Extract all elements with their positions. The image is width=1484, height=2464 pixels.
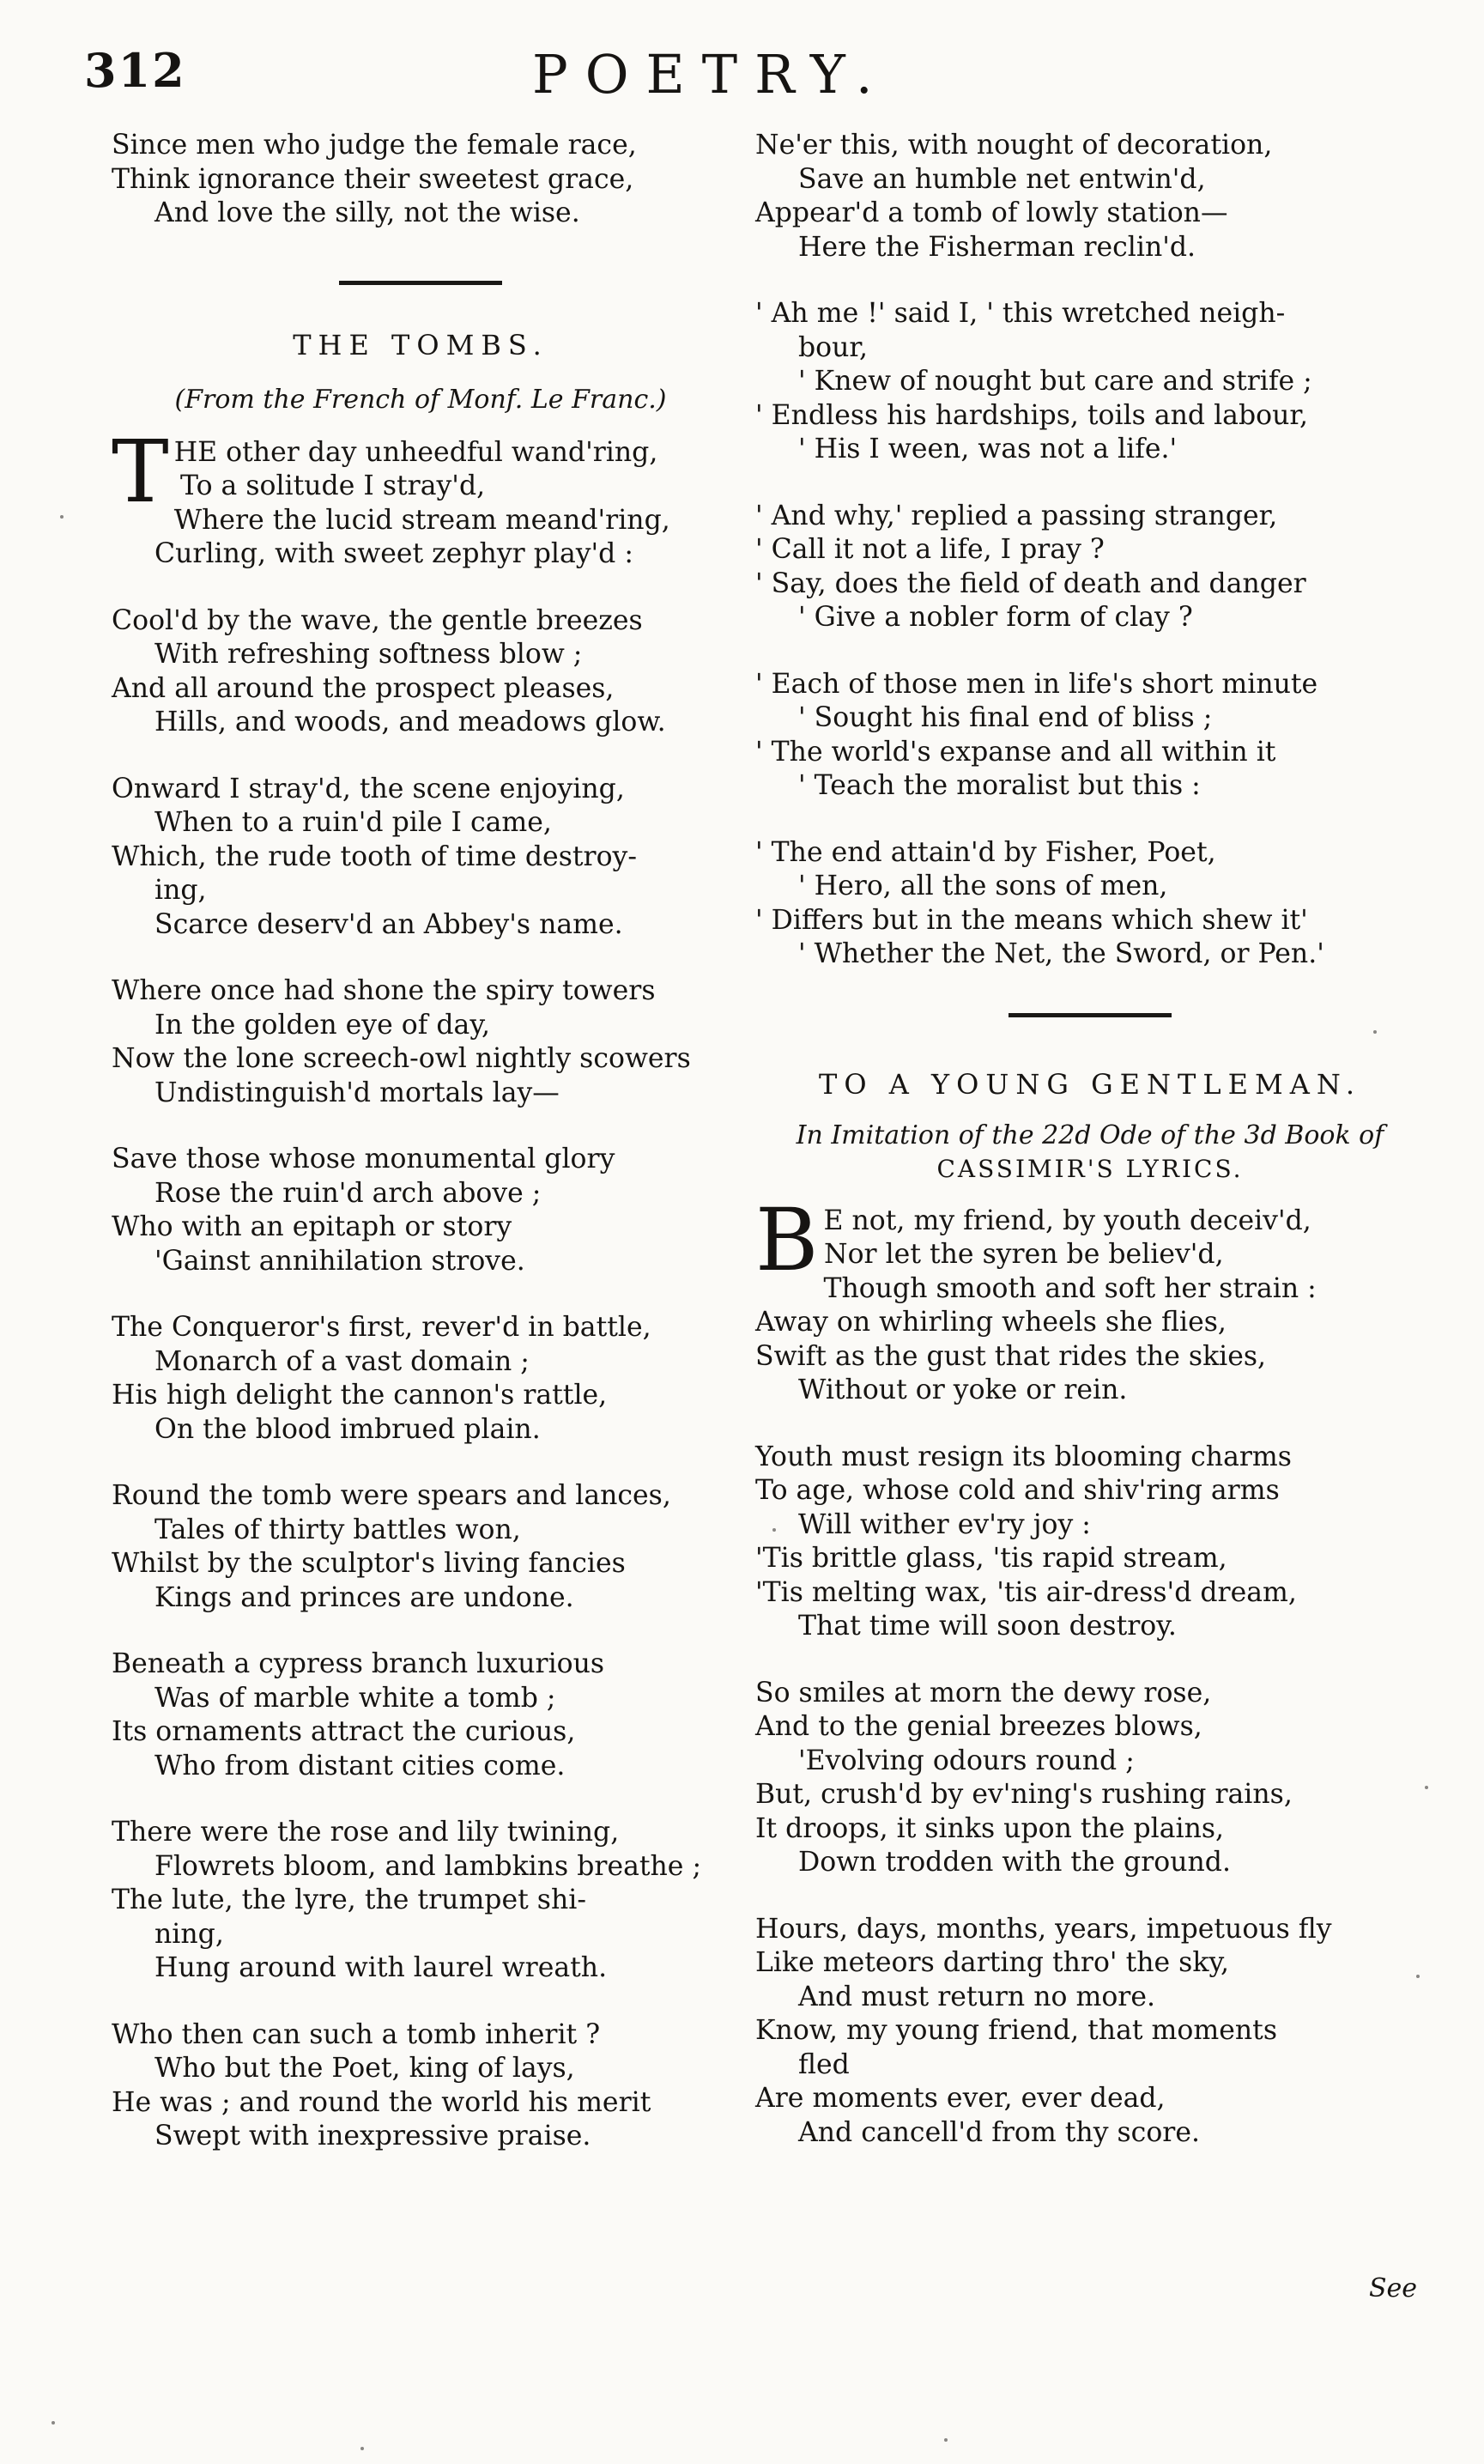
- verse-line: 'Evolving odours round ;: [798, 1745, 1135, 1776]
- verse-line: To age, whose cold and shiv'ring arms: [755, 1475, 1280, 1506]
- verse-line: But, crush'd by ev'ning's rushing rains,: [755, 1779, 1293, 1810]
- stanza: [755, 1677, 1425, 1880]
- verse-line: ' Endless his hardships, toils and labour,: [755, 399, 1308, 431]
- verse-line: Ne'er this, with nought of decoration,: [755, 130, 1273, 161]
- verse-line: Round the tomb were spears and lances,: [112, 1480, 671, 1511]
- scan-speck: [1425, 1786, 1428, 1789]
- stanza: [755, 129, 1425, 264]
- verse-line: Who from distant cities come.: [154, 1750, 566, 1781]
- verse-line: Where once had shone the spiry towers: [112, 975, 656, 1006]
- verse-line: bour,: [798, 331, 869, 363]
- verse-line: ' Teach the moralist but this :: [798, 770, 1201, 801]
- poem-title: THE TOMBS.: [293, 328, 548, 361]
- stanza: [112, 1143, 730, 1278]
- left-column: [112, 129, 730, 2187]
- verse-line: Without or yoke or rein.: [798, 1375, 1128, 1405]
- verse-line: Undistinguish'd mortals lay—: [154, 1077, 560, 1108]
- verse-line: ' The world's expanse and all within it: [755, 736, 1276, 768]
- verse-line: And to the genial breezes blows,: [755, 1711, 1202, 1742]
- page-number: 312: [84, 43, 186, 98]
- verse-line: ' Ah me !' said I, ' this wretched neigh-: [755, 298, 1286, 329]
- verse-line: ' Sought his final end of bliss ;: [798, 702, 1213, 733]
- verse-line: Curling, with sweet zephyr play'd :: [154, 538, 633, 569]
- verse-line: His high delight the cannon's rattle,: [112, 1380, 608, 1411]
- stanza: [755, 668, 1425, 804]
- stanza: [112, 604, 730, 740]
- verse-line: ' Differs but in the means which shew it': [755, 904, 1308, 936]
- verse-line: ning,: [154, 1918, 224, 1950]
- verse-line: Think ignorance their sweetest grace,: [112, 163, 634, 195]
- verse-line: E not, my friend, by youth deceiv'd,: [823, 1205, 1311, 1236]
- verse-line: Was of marble white a tomb ;: [154, 1682, 556, 1714]
- stanza: [755, 1913, 1425, 2151]
- stanza: [112, 773, 730, 943]
- verse-line: ' Call it not a life, I pray ?: [755, 534, 1105, 565]
- stanza: [112, 1648, 730, 1783]
- verse-line: Where the lucid stream meand'ring,: [173, 504, 670, 536]
- verse-line: Like meteors darting thro' the sky,: [755, 1947, 1230, 1978]
- verse-line: There were the rose and lily twining,: [112, 1817, 620, 1848]
- verse-line: ' Say, does the field of death and danger: [755, 567, 1306, 599]
- verse-line: With refreshing softness blow ;: [154, 639, 583, 670]
- scan-speck: [1373, 1030, 1377, 1034]
- verse-line: Know, my young friend, that moments: [755, 2015, 1277, 2046]
- verse-line: HE other day unheedful wand'ring,: [173, 436, 658, 468]
- scan-speck: [772, 1528, 776, 1532]
- verse-line: ing,: [154, 875, 207, 906]
- stanza: [755, 1272, 1425, 1408]
- verse-line: The Conqueror's first, rever'd in battle,: [112, 1312, 651, 1343]
- verse-line: And love the silly, not the wise.: [154, 197, 580, 228]
- verse-line: Kings and princes are undone.: [154, 1581, 574, 1613]
- verse-line: Will wither ev'ry joy :: [798, 1508, 1091, 1540]
- verse-line: Here the Fisherman reclin'd.: [798, 231, 1196, 263]
- verse-line: When to a ruin'd pile I came,: [154, 807, 552, 838]
- verse-line: Now the lone screech-owl nightly scowers: [112, 1043, 691, 1074]
- verse-line: 'Tis melting wax, 'tis air-dress'd dream,: [755, 1576, 1297, 1608]
- verse-line: And cancell'd from thy score.: [798, 2116, 1200, 2148]
- drop-cap: T: [112, 421, 169, 522]
- verse-line: ' Knew of nought but care and strife ;: [798, 366, 1312, 397]
- poem-subtitle: In Imitation of the 22d Ode of the 3d Book of: [796, 1120, 1384, 1150]
- verse-line: Are moments ever, ever dead,: [755, 2083, 1166, 2114]
- verse-line: Nor let the syren be believ'd,: [824, 1239, 1224, 1270]
- verse-line: Appear'd a tomb of lowly station—: [755, 197, 1228, 228]
- verse-line: Youth must resign its blooming charms: [755, 1441, 1292, 1472]
- verse-line: Scarce deserv'd an Abbey's name.: [154, 908, 623, 940]
- scan-speck: [51, 2421, 55, 2425]
- verse-line: That time will soon destroy.: [798, 1611, 1177, 1642]
- verse-line: Since men who judge the female race,: [112, 130, 637, 161]
- stanza: [755, 1441, 1425, 1644]
- verse-line: Swift as the gust that rides the skies,: [755, 1340, 1267, 1372]
- verse-line: ' Give a nobler form of clay ?: [798, 602, 1193, 633]
- verse-line: ' And why,' replied a passing stranger,: [755, 500, 1278, 531]
- verse-line: Which, the rude tooth of time destroy-: [112, 841, 637, 872]
- verse-line: Though smooth and soft her strain :: [823, 1272, 1317, 1304]
- verse-line: 'Tis brittle glass, 'tis rapid stream,: [755, 1543, 1227, 1574]
- verse-line: Who with an epitaph or story: [112, 1211, 512, 1242]
- verse-line: Whilst by the sculptor's living fancies: [112, 1548, 626, 1579]
- verse-line: Hills, and woods, and meadows glow.: [154, 707, 666, 737]
- verse-line: Rose the ruin'd arch above ;: [154, 1177, 542, 1209]
- verse-line: Beneath a cypress branch luxurious: [112, 1648, 605, 1679]
- verse-line: So smiles at morn the dewy rose,: [755, 1677, 1212, 1708]
- stanza: [755, 500, 1425, 635]
- stanza: [112, 1816, 730, 1986]
- verse-line: And all around the prospect pleases,: [112, 672, 615, 704]
- verse-line: fled: [798, 2048, 850, 2080]
- scan-speck: [1416, 1975, 1420, 1978]
- verse-line: Hours, days, months, years, impetuous fly: [755, 1913, 1332, 1945]
- poem-title: TO A YOUNG GENTLEMAN.: [819, 1067, 1361, 1101]
- verse-line: Monarch of a vast domain ;: [154, 1345, 530, 1377]
- verse-line: The lute, the lyre, the trumpet shi-: [112, 1884, 586, 1915]
- verse-line: In the golden eye of day,: [154, 1009, 490, 1041]
- stanza: [755, 836, 1425, 972]
- stanza: [755, 297, 1425, 467]
- stanza: [112, 1311, 730, 1447]
- verse-line: ' The end attain'd by Fisher, Poet,: [755, 836, 1216, 868]
- poem-subtitle: (From the French of Monf. Le Franc.): [174, 384, 667, 415]
- verse-line: Its ornaments attract the curious,: [112, 1716, 576, 1747]
- stanza: [112, 1479, 730, 1615]
- verse-line: Tales of thirty battles won,: [154, 1514, 521, 1545]
- verse-line: ' His I ween, was not a life.': [798, 434, 1178, 464]
- verse-line: ' Each of those men in life's short minute: [755, 668, 1318, 700]
- verse-line: 'Gainst annihilation strove.: [154, 1245, 525, 1277]
- verse-line: Swept with inexpressive praise.: [154, 2121, 591, 2151]
- verse-line: It droops, it sinks upon the plains,: [755, 1812, 1225, 1844]
- right-column: [755, 129, 1425, 2182]
- verse-line: Hung around with laurel wreath.: [154, 1952, 608, 1983]
- stanza: [112, 504, 730, 572]
- verse-line: On the blood imbrued plain.: [154, 1413, 541, 1445]
- verse-line: Away on whirling wheels she flies,: [755, 1307, 1227, 1338]
- page-header: [0, 43, 1484, 120]
- verse-line: And must return no more.: [798, 1981, 1156, 2012]
- verse-line: Flowrets bloom, and lambkins breathe ;: [154, 1850, 702, 1882]
- verse-line: Cool'd by the wave, the gentle breezes: [112, 604, 643, 636]
- stanza: [112, 974, 730, 1110]
- stanza: [112, 2018, 730, 2154]
- catchword: See: [1368, 2273, 1417, 2303]
- verse-line: Who then can such a tomb inherit ?: [112, 2018, 601, 2050]
- drop-cap: B: [755, 1189, 819, 1290]
- verse-line: Who but the Poet, king of lays,: [154, 2053, 575, 2084]
- verse-line: Onward I stray'd, the scene enjoying,: [112, 773, 625, 804]
- scan-speck: [60, 515, 64, 519]
- scan-speck: [360, 2447, 364, 2450]
- scan-speck: [944, 2438, 948, 2442]
- verse-line: Save those whose monumental glory: [112, 1144, 615, 1174]
- verse-line: ' Whether the Net, the Sword, or Pen.': [798, 938, 1324, 969]
- running-head: POETRY.: [532, 43, 890, 106]
- verse-line: He was ; and round the world his merit: [112, 2086, 651, 2118]
- verse-line: ' Hero, all the sons of men,: [798, 871, 1168, 901]
- poem-author: CASSIMIR'S LYRICS.: [936, 1154, 1244, 1183]
- verse-line: Save an humble net entwin'd,: [798, 163, 1206, 195]
- verse-line: To a solitude I stray'd,: [180, 470, 486, 501]
- verse-line: Down trodden with the ground.: [798, 1847, 1231, 1878]
